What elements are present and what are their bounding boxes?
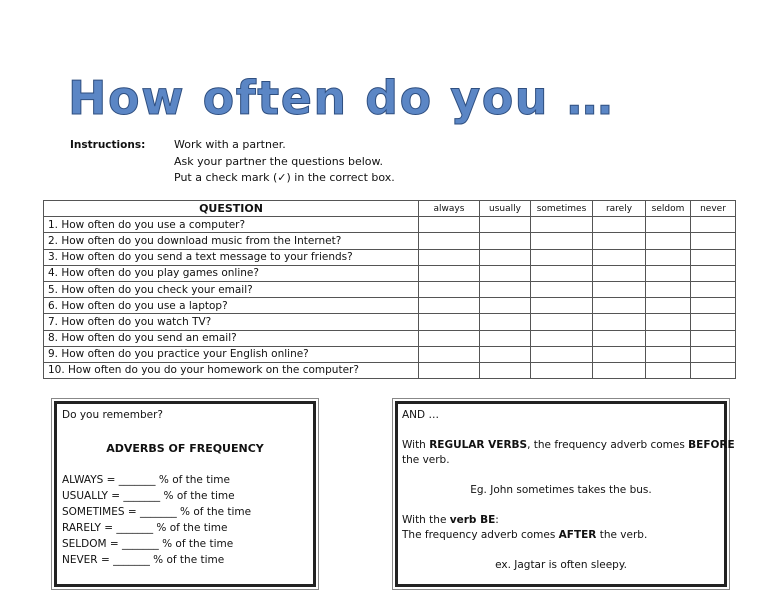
regular-verbs-rule: With REGULAR VERBS, the frequency adverb comes BEFORE xyxy=(402,439,735,451)
answer-box-seldom[interactable] xyxy=(646,314,691,330)
table-row xyxy=(44,265,736,281)
table-row xyxy=(44,281,736,297)
column-header-always: always xyxy=(419,201,480,217)
answer-box-never[interactable] xyxy=(691,362,736,378)
column-header-sometimes: sometimes xyxy=(531,201,593,217)
answer-box-usually[interactable] xyxy=(480,233,531,249)
verb-be-rule: The frequency adverb comes AFTER the verb. xyxy=(402,529,648,541)
answer-box-never[interactable] xyxy=(691,281,736,297)
reminder-intro: Do you remember? xyxy=(62,409,163,421)
answer-box-rarely[interactable] xyxy=(593,362,646,378)
table-row xyxy=(44,346,736,362)
answer-box-usually[interactable] xyxy=(480,281,531,297)
instructions-lines xyxy=(174,137,395,187)
answer-box-seldom[interactable] xyxy=(646,330,691,346)
question-column-header: QUESTION xyxy=(44,201,419,217)
answer-box-always[interactable] xyxy=(419,249,480,265)
answer-box-never[interactable] xyxy=(691,314,736,330)
question-cell: 3. How often do you send a text message to your friends? xyxy=(44,249,419,265)
example-verb-be: ex. Jagtar is often sleepy. xyxy=(495,559,627,571)
answer-box-always[interactable] xyxy=(419,298,480,314)
position-intro: AND … xyxy=(402,409,439,421)
answer-box-seldom[interactable] xyxy=(646,249,691,265)
table-row xyxy=(44,362,736,378)
instruction-line: Ask your partner the questions below. xyxy=(174,154,383,168)
answer-box-usually[interactable] xyxy=(480,330,531,346)
answer-box-sometimes[interactable] xyxy=(531,217,593,233)
answer-box-usually[interactable] xyxy=(480,217,531,233)
question-cell: 5. How often do you check your email? xyxy=(44,281,419,297)
answer-box-sometimes[interactable] xyxy=(531,314,593,330)
answer-box-usually[interactable] xyxy=(480,249,531,265)
question-cell: 6. How often do you use a laptop? xyxy=(44,298,419,314)
answer-box-always[interactable] xyxy=(419,281,480,297)
answer-box-rarely[interactable] xyxy=(593,298,646,314)
instruction-line: Put a check mark (✓) in the correct box. xyxy=(174,171,395,184)
column-header-usually: usually xyxy=(480,201,531,217)
column-header-seldom: seldom xyxy=(646,201,691,217)
question-cell: 1. How often do you use a computer? xyxy=(44,217,419,233)
answer-box-seldom[interactable] xyxy=(646,233,691,249)
answer-box-rarely[interactable] xyxy=(593,233,646,249)
answer-box-usually[interactable] xyxy=(480,362,531,378)
answer-box-never[interactable] xyxy=(691,330,736,346)
answer-box-usually[interactable] xyxy=(480,314,531,330)
table-header-row xyxy=(44,201,736,217)
table-row xyxy=(44,298,736,314)
question-cell: 10. How often do you do your homework on the computer? xyxy=(44,362,419,378)
column-header-rarely: rarely xyxy=(593,201,646,217)
instruction-line: Work with a partner. xyxy=(174,138,286,151)
adverb-line: NEVER = _______ % of the time xyxy=(62,554,225,566)
answer-box-always[interactable] xyxy=(419,314,480,330)
regular-verbs-rule-cont: the verb. xyxy=(402,454,450,466)
answer-box-sometimes[interactable] xyxy=(531,281,593,297)
answer-box-usually[interactable] xyxy=(480,265,531,281)
adverb-line: SELDOM = _______ % of the time xyxy=(62,538,234,550)
answer-box-rarely[interactable] xyxy=(593,249,646,265)
answer-box-always[interactable] xyxy=(419,330,480,346)
answer-box-sometimes[interactable] xyxy=(531,233,593,249)
table-row xyxy=(44,314,736,330)
question-cell: 7. How often do you watch TV? xyxy=(44,314,419,330)
answer-box-usually[interactable] xyxy=(480,298,531,314)
answer-box-sometimes[interactable] xyxy=(531,298,593,314)
answer-box-rarely[interactable] xyxy=(593,265,646,281)
question-cell: 9. How often do you practice your English online? xyxy=(44,346,419,362)
answer-box-sometimes[interactable] xyxy=(531,346,593,362)
question-cell: 4. How often do you play games online? xyxy=(44,265,419,281)
answer-box-sometimes[interactable] xyxy=(531,249,593,265)
table-body xyxy=(44,217,736,379)
adverbs-reminder-box xyxy=(54,401,316,587)
answer-box-rarely[interactable] xyxy=(593,217,646,233)
answer-box-always[interactable] xyxy=(419,217,480,233)
table-row xyxy=(44,249,736,265)
question-cell: 8. How often do you send an email? xyxy=(44,330,419,346)
answer-box-seldom[interactable] xyxy=(646,362,691,378)
table-row xyxy=(44,217,736,233)
answer-box-sometimes[interactable] xyxy=(531,265,593,281)
answer-box-usually[interactable] xyxy=(480,346,531,362)
answer-box-always[interactable] xyxy=(419,346,480,362)
answer-box-never[interactable] xyxy=(691,233,736,249)
table-row xyxy=(44,330,736,346)
answer-box-rarely[interactable] xyxy=(593,346,646,362)
table-row xyxy=(44,233,736,249)
answer-box-seldom[interactable] xyxy=(646,281,691,297)
column-header-never: never xyxy=(691,201,736,217)
answer-box-seldom[interactable] xyxy=(646,265,691,281)
instructions-label: Instructions: xyxy=(70,139,146,151)
adverb-position-box xyxy=(395,401,735,587)
answer-box-sometimes[interactable] xyxy=(531,330,593,346)
answer-box-always[interactable] xyxy=(419,265,480,281)
verb-be-heading: With the verb BE: xyxy=(402,514,499,526)
answer-box-sometimes[interactable] xyxy=(531,362,593,378)
adverb-line: SOMETIMES = _______ % of the time xyxy=(62,506,252,518)
answer-box-never[interactable] xyxy=(691,217,736,233)
answer-box-rarely[interactable] xyxy=(593,281,646,297)
answer-box-rarely[interactable] xyxy=(593,330,646,346)
answer-box-seldom[interactable] xyxy=(646,217,691,233)
title-text: How often do you … xyxy=(68,71,615,125)
answer-box-seldom[interactable] xyxy=(646,346,691,362)
reminder-heading: ADVERBS OF FREQUENCY xyxy=(106,442,264,455)
adverb-line: ALWAYS = _______ % of the time xyxy=(62,474,230,486)
question-cell: 2. How often do you download music from the Internet? xyxy=(44,233,419,249)
frequency-survey-table xyxy=(43,200,736,379)
adverb-line: RARELY = _______ % of the time xyxy=(62,522,228,534)
answer-box-always[interactable] xyxy=(419,362,480,378)
answer-box-seldom[interactable] xyxy=(646,298,691,314)
answer-box-never[interactable] xyxy=(691,298,736,314)
adverb-line: USUALLY = _______ % of the time xyxy=(62,490,235,502)
answer-box-rarely[interactable] xyxy=(593,314,646,330)
answer-box-never[interactable] xyxy=(691,249,736,265)
answer-box-never[interactable] xyxy=(691,346,736,362)
answer-box-always[interactable] xyxy=(419,233,480,249)
worksheet-title xyxy=(66,68,706,126)
example-regular-verb: Eg. John sometimes takes the bus. xyxy=(470,484,652,496)
answer-box-never[interactable] xyxy=(691,265,736,281)
